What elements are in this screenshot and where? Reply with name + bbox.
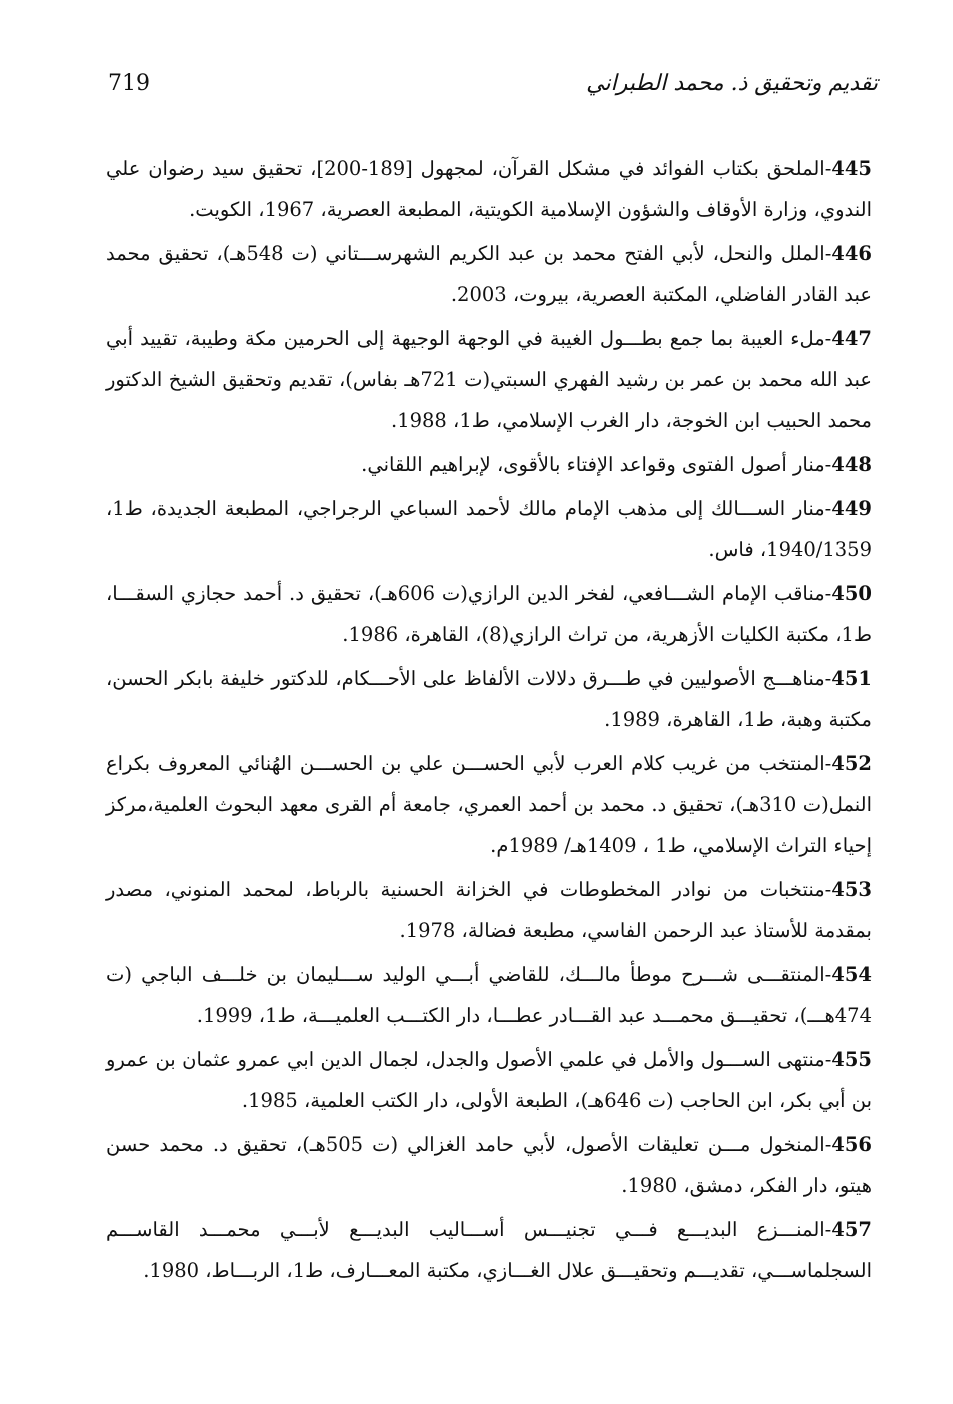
bibliography-entry: [106, 954, 872, 1036]
entry-text: -مناقب الإمام الشـــافعي، لفخر الدين الرازي(ت 606هـ)، تحقيق د. أحمد حجازي السقـــا، ط1، مكتبة الكليات الأزهرية، من تراث الرازي(8)، القاهرة، 1986.: [106, 582, 872, 646]
entry-number: 450: [831, 582, 872, 605]
entry-text: -مناهـــج الأصوليين في طـــرق دلالات الألفاظ على الأحـــكام، للدكتور خليفة بابكر الحسن، مكتبة وهبة، ط1، القاهرة، 1989.: [106, 667, 872, 731]
entry-number: 452: [831, 752, 872, 775]
entry-text: -منار أصول الفتوى وقواعد الإفتاء بالأقوى، لإبراهيم اللقاني.: [361, 453, 832, 476]
entry-number: 445: [831, 157, 873, 180]
entry-text: -منتهى الســـول والأمل في علمي الأصول والجدل، لجمال الدين ابي عمرو عثمان بن عمرو بن أبي بكر، ابن الحاجب (ت 646هـ)، الطبعة الأولى، دار الكتب العلمية، 1985.: [106, 1048, 872, 1112]
page-number: 719: [108, 71, 150, 96]
entry-number: 454: [831, 963, 872, 986]
entry-text: -المنتقـــى شـــرح موطأ مالـــك، للقاضي أبـــي الوليد ســـليمان بن خلـــف الباجي (ت 474هـــ)، تحقيـــق محمـــد عبد القـــادر عطـــا، دار الكتـــب العلميـــة، ط1، 1999.: [106, 963, 872, 1027]
bibliography-entry: [106, 658, 872, 740]
bibliography-entry: [106, 233, 872, 315]
entry-text: -منار الســـالك إلى مذهب الإمام مالك لأحمد السباعي الرجراجي، المطبعة الجديدة، ط1، 1940/1359، فاس.: [106, 497, 872, 561]
entry-number: 446: [831, 242, 872, 265]
entry-number: 449: [831, 497, 872, 520]
bibliography-entry: [106, 1209, 872, 1291]
entry-number: 455: [831, 1048, 872, 1071]
bibliography-entry: [106, 444, 872, 485]
entry-number: 448: [831, 453, 872, 476]
bibliography-entry: [106, 488, 872, 570]
running-title: تقديم وتحقيق ذ. محمد الطبراني: [586, 71, 878, 96]
entry-text: -المنتخب من غريب كلام العرب لأبي الحســـن علي بن الحســـن الهُنائي المعروف بكراع النمل(ت 310هـ)، تحقيق د. محمد بن أحمد العمري، جامعة أم القرى معهد البحوث العلمية،مركز إحياء التراث الإسلامي، ط1 ، 1409هـ/ 1989م.: [106, 752, 872, 857]
entry-text: -الملحق بكتاب الفوائد في مشكل القرآن، لمجهول [189-200]، تحقيق سيد رضوان علي الندوي، وزارة الأوقاف والشؤون الإسلامية الكويتية، المطبعة العصرية، 1967، الكويت.: [106, 157, 872, 221]
bibliography-entry: [106, 743, 872, 866]
running-head: [108, 64, 878, 104]
bibliography-entry: [106, 869, 872, 951]
bibliography-list: [106, 148, 872, 1294]
entry-text: -المنـــزع البديـــع فـــي تجنيـــس أســـاليب البديـــع لأبـــي محمـــد القاســـم السجلماســـي، تقديـــم وتحقيـــق علال الغـــازي، مكتبة المعـــارف، ط1، الربـــاط، 1980.: [106, 1218, 872, 1282]
entry-number: 456: [831, 1133, 872, 1156]
entry-text: -المنخول مـــن تعليقات الأصول، لأبي حامد الغزالي (ت 505هـ)، تحقيق د. محمد حسن هيتو، دار الفكر، دمشق، 1980.: [106, 1133, 872, 1197]
bibliography-entry: [106, 318, 872, 441]
entry-number: 451: [831, 667, 872, 690]
bibliography-entry: [106, 1124, 872, 1206]
entry-number: 447: [831, 327, 872, 350]
entry-text: -ملء العيبة بما جمع بطـــول الغيبة في الوجهة الوجيهة إلى الحرمين مكة وطيبة، تقييد أبي عبد الله محمد بن عمر بن رشيد الفهري السبتي(ت 721هـ بفاس)، تقديم وتحقيق الشيخ الدكتور محمد الحبيب ابن الخوجة، دار الغرب الإسلامي، ط1، 1988.: [106, 327, 873, 432]
bibliography-entry: [106, 1039, 872, 1121]
bibliography-entry: [106, 573, 872, 655]
bibliography-entry: [106, 148, 872, 230]
entry-number: 453: [831, 878, 872, 901]
entry-number: 457: [831, 1218, 872, 1241]
entry-text: -الملل والنحل، لأبي الفتح محمد بن عبد الكريم الشهرســـتاني (ت 548هـ)، تحقيق محمد عبد القادر الفاضلي، المكتبة العصرية، بيروت، 2003.: [106, 242, 872, 306]
entry-text: -منتخبات من نوادر المخطوطات في الخزانة الحسنية بالرباط، لمحمد المنوني، مصدر بمقدمة للأستاذ عبد الرحمن الفاسي، مطبعة فضالة، 1978.: [106, 878, 872, 942]
